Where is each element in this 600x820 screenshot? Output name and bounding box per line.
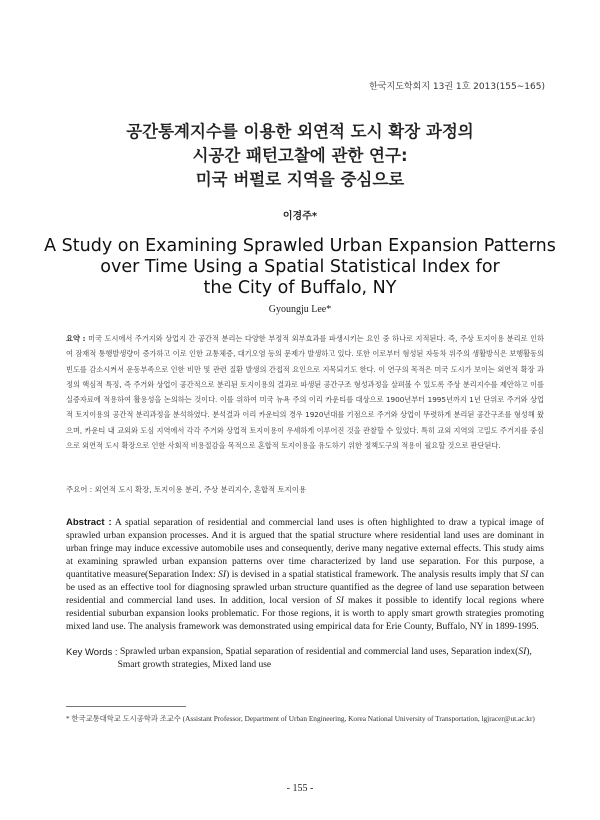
english-keywords-value	[118, 646, 544, 672]
english-abstract-text: A spatial separation of residential and commercial land uses is often highlighted to draw a typical image of sprawled urban expansion processes. And it is argued that the spatial structure where residential land uses are dominant in urban fringe may induce excessive automobile uses and consequently, derive many negative external effects. This study aims at examining sprawled urban expansion patterns over time characterized by land use separation. For this purpose, a quantitative measure(Separation Index:	[66, 518, 544, 581]
english-abstract-label: Abstract :	[66, 517, 112, 528]
korean-title	[0, 120, 600, 192]
english-abstract-text: makes it possible to identify local regions where residential suburban expansion looks problematic. For those regions, it is worth to apply smart growth strategies promoting mixed land use. The analysis framework was demonstrated using empirical data for Erie County, Buffalo, NY in 1899-1995.	[66, 596, 544, 633]
footnote: * 한국교통대학교 도시공학과 조교수 (Assistant Professor, Department of Urban Engineering, Korea National University of Transportation, lgjracer@ut.ac.kr)	[66, 714, 535, 723]
english-keywords	[66, 646, 544, 672]
english-title-line: A Study on Examining Sprawled Urban Expansion Patterns	[44, 236, 556, 256]
footnote-divider	[66, 706, 186, 707]
english-keywords-label: Key Words :	[66, 647, 118, 658]
korean-keywords	[66, 484, 544, 496]
korean-author: 이경주*	[282, 211, 318, 222]
english-author: Gyoungju Lee*	[268, 304, 332, 315]
english-title-line: over Time Using a Spatial Statistical Index for	[100, 257, 500, 277]
si-term: SI	[520, 570, 529, 581]
english-keywords-text: Sprawled urban expansion, Spatial separation of residential and commercial land uses, Separation index(	[119, 647, 519, 657]
si-term: SI	[218, 570, 227, 581]
korean-keywords-label: 주요어 :	[66, 485, 93, 494]
page-number: - 155 -	[286, 783, 314, 794]
korean-title-line: 시공간 패턴고찰에 관한 연구:	[192, 146, 408, 165]
english-abstract-text: can be used as an effective tool for diagnosing sprawled urban structure quantified as the degree of land use separation between residential and commercial land uses. In addition, local version of	[66, 570, 545, 607]
korean-keywords-text: 외연적 도시 확장, 토지이용 분리, 주상 분리지수, 혼합적 토지이용	[94, 485, 307, 494]
english-title	[0, 236, 600, 299]
english-abstract-text: ) is devised in a spatial statistical framework. The analysis results imply that	[226, 570, 521, 581]
si-term: SI	[336, 596, 344, 607]
english-keywords-text: ), Smart growth strategies, Mixed land use	[117, 647, 532, 670]
english-title-line: the City of Buffalo, NY	[203, 278, 397, 298]
korean-title-line: 미국 버펄로 지역을 중심으로	[195, 170, 405, 189]
korean-title-line: 공간통계지수를 이용한 외연적 도시 확장 과정의	[126, 122, 474, 141]
si-term: SI	[518, 647, 527, 657]
korean-abstract-text: 미국 도시에서 주거지와 상업지 간 공간적 분리는 다양한 부정적 외부효과를 파생시키는 요인 중 하나로 지적된다. 즉, 주상 토지이용 분리로 인하여 잠재적 통행발생량이 증가하고 이로 인한 교통체증, 대기오염 등의 문제가 발생하고 있다. 또한 이로부터 형성된 자동차 위주의 생활방식은 보행활동의 빈도를 감소시켜서 운동부족으로 인한 비만 및 관련 질환 발생의 간접적 요인으로 지목되기도 한다. 이 연구의 목적은 미국 도시가 보이는 외연적 확장 과정의 핵심적 특징, 즉 주거와 상업이 공간적으로 분리된 토지이용의 결과로 파생된 공간구조 형성과정을 살펴볼 수 있도록 주상 분리지수를 제안하고 이를 실증자료에 적용하여 활용성을 논의하는 것이다. 이를 위하여 미국 뉴욕 주의 이리 카운티를 대상으로 1900년부터 1995년까지 1년 단위로 주거와 상업적 토지이용의 공간적 분리과정을 분석하였다. 분석결과 이리 카운티의 경우 1920년대를 기점으로 주거와 상업이 뚜렷하게 분리된 공간구조를 형성해 왔으며, 카운티 내 교외와 도심 지역에서 각각 주거와 상업적 토지이용이 우세하게 이루어진 것을 관찰할 수 있었다. 특히 교외 지역의 고밀도 주거지를 중심으로 외연적 도시 확장으로 인한 사회적 비용절감을 목적으로 혼합적 토지이용을 유도하기 위한 정책도구의 적용이 필요할 것으로 판단된다.	[66, 334, 544, 451]
english-abstract	[66, 516, 544, 634]
journal-reference: 한국지도학회지 13권 1호 2013(155∼165)	[369, 82, 545, 92]
korean-abstract	[66, 331, 544, 453]
korean-abstract-label: 요약 :	[66, 334, 86, 343]
